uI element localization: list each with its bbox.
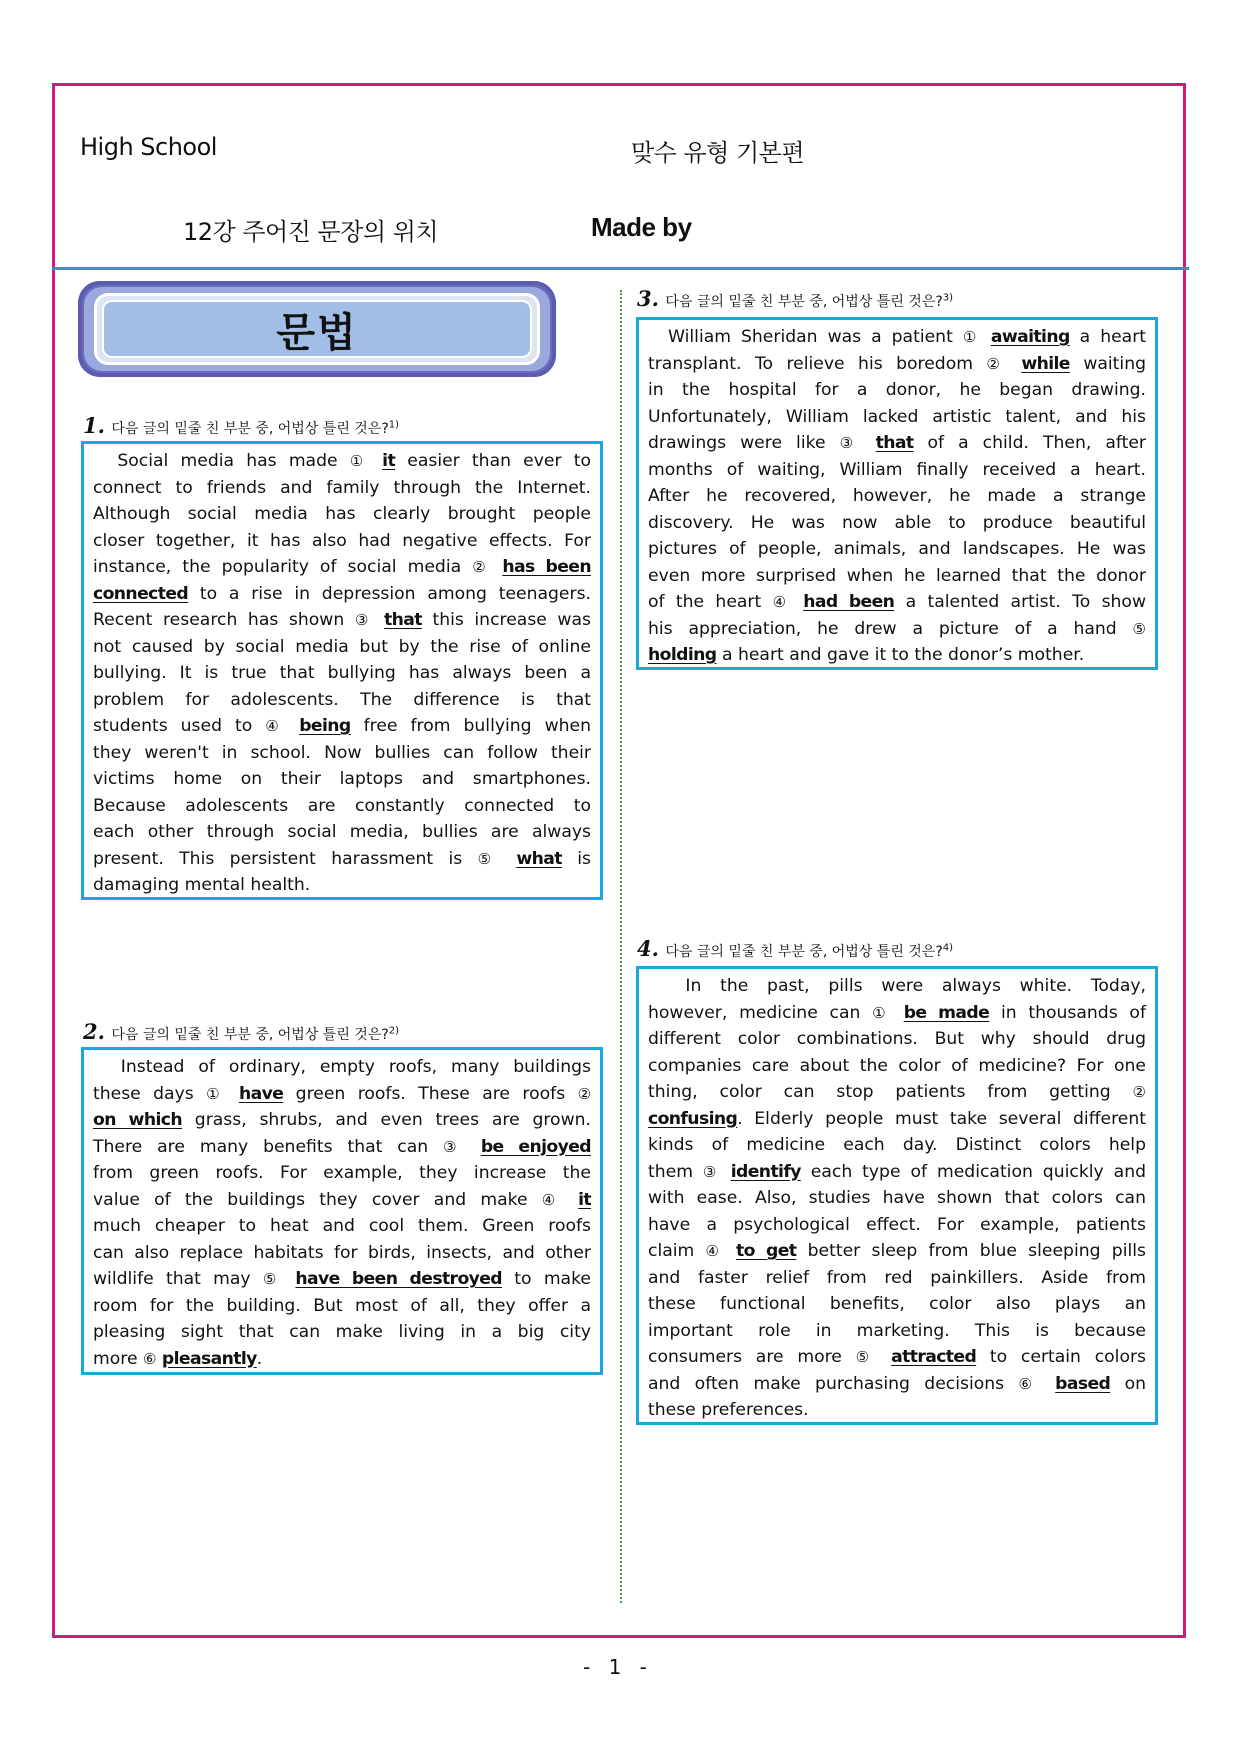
underlined-choice: being <box>299 716 351 736</box>
passage-text: important role in marketing. This is because <box>648 1320 1146 1341</box>
passage-text <box>466 1137 481 1157</box>
underlined-choice: on which <box>93 1110 182 1130</box>
passage-text: value of the buildings they cover and make <box>93 1189 542 1210</box>
underlined-choice: holding <box>648 645 717 665</box>
passage-text <box>721 1162 731 1182</box>
passage-text: Although social media has clearly brought people <box>93 504 591 524</box>
passage-text <box>792 592 803 612</box>
passage-text: companies care about the color of medicine? For one <box>648 1055 1146 1076</box>
choice-marker: ⑤ <box>477 849 501 868</box>
passage-text <box>501 849 516 869</box>
passage-line <box>93 687 591 714</box>
passage-text: with ease. Also, studies have shown that colors can <box>648 1188 1146 1208</box>
passage-text: his appreciation, he drew a picture of a hand <box>648 618 1133 639</box>
column-divider <box>620 290 622 1603</box>
passage-text: is <box>561 848 592 869</box>
passage-text <box>877 1347 891 1367</box>
underlined-choice: that <box>875 433 914 453</box>
passage-text: transplant. To relieve his boredom <box>648 353 987 374</box>
choice-marker: ④ <box>541 1190 564 1209</box>
passage-text: kinds of medicine each day. Distinct colors help <box>648 1135 1146 1155</box>
passage-line <box>93 1319 591 1346</box>
choice-marker: ⑥ <box>1018 1374 1041 1393</box>
underlined-choice: it <box>578 1189 592 1210</box>
passage-text <box>892 1003 904 1023</box>
passage-text <box>1008 354 1021 374</box>
underlined-choice: attracted <box>891 1347 977 1367</box>
passage-line <box>648 1106 1146 1133</box>
passage-line <box>93 581 591 608</box>
choice-marker: ④ <box>265 717 287 735</box>
passage-text: easier than ever to <box>395 451 592 471</box>
passage-text: room for the building. But most of all, they offer a <box>93 1295 591 1316</box>
passage-text: different color combinations. But why should drug <box>648 1029 1146 1049</box>
passage-text: waiting <box>1069 353 1146 374</box>
passage-line <box>648 1053 1146 1080</box>
passage-text: grass, shrubs, and even trees are grown. <box>182 1110 591 1130</box>
passage-line <box>648 642 1146 669</box>
passage-text <box>491 557 502 577</box>
passage-text: these functional benefits, color also plays an <box>648 1294 1146 1314</box>
passage-text: have a psychological effect. For example, patients <box>648 1214 1146 1235</box>
header-lesson-title: 12강 주어진 문장의 위치 <box>183 218 439 246</box>
passage-line <box>93 1081 591 1108</box>
passage-text: Instead of ordinary, empty roofs, many buildings <box>93 1057 591 1077</box>
passage-text: on <box>1110 1373 1147 1394</box>
question-3-prompt <box>637 286 953 311</box>
underlined-choice: to get <box>736 1241 797 1261</box>
header-divider <box>52 267 1189 270</box>
choice-marker: ⑥ <box>143 1349 157 1368</box>
passage-text: drawings were like <box>648 433 840 453</box>
passage-line <box>93 1160 591 1187</box>
choice-marker: ① <box>962 328 981 346</box>
choice-marker: ③ <box>354 611 374 629</box>
passage-line <box>648 1132 1146 1159</box>
passage-line <box>648 324 1146 351</box>
passage-line <box>93 713 591 740</box>
question-1-prompt <box>83 413 399 438</box>
passage-line <box>648 1344 1146 1371</box>
underlined-choice: has been <box>502 557 592 577</box>
passage-text: victims home on their laptops and smartphones. <box>93 769 591 789</box>
passage-line <box>648 1212 1146 1239</box>
passage-text: claim <box>648 1241 706 1261</box>
underlined-choice: that <box>383 610 422 630</box>
passage-text: more <box>93 1348 143 1369</box>
footnote-ref: 4) <box>942 942 954 954</box>
passage-line <box>648 563 1146 590</box>
passage-line <box>93 1107 591 1134</box>
passage-line <box>648 536 1146 563</box>
underlined-choice: be made <box>903 1002 990 1023</box>
passage-line <box>93 819 591 846</box>
underlined-choice: while <box>1021 353 1070 374</box>
header-made-by: Made by <box>591 212 692 242</box>
passage-text: and faster relief from red painkillers. Aside from <box>648 1267 1146 1288</box>
question-number: 4. <box>637 936 659 961</box>
passage-text: to certain colors <box>976 1347 1146 1367</box>
choice-marker: ④ <box>705 1242 725 1260</box>
passage-line <box>648 510 1146 537</box>
footnote-ref: 1) <box>388 419 400 431</box>
passage-text: damaging mental health. <box>93 875 311 895</box>
passage-line <box>93 872 591 899</box>
passage-line <box>648 1079 1146 1106</box>
passage-text: Unfortunately, William lacked artistic talent, and his <box>648 406 1146 427</box>
passage-line <box>93 1293 591 1320</box>
underlined-choice: awaiting <box>990 327 1070 347</box>
question-3-passage <box>636 317 1158 670</box>
passage-line <box>648 377 1146 404</box>
passage-text: Recent research has shown <box>93 610 355 630</box>
passage-line <box>648 1185 1146 1212</box>
passage-line <box>648 973 1146 1000</box>
question-1-passage <box>81 441 603 900</box>
passage-text: this increase was <box>421 610 591 630</box>
passage-text: much cheaper to heat and cool them. Green roofs <box>93 1216 591 1236</box>
choice-marker: ⑤ <box>262 1270 284 1288</box>
underlined-choice: based <box>1055 1373 1111 1394</box>
passage-text: of the heart <box>648 592 773 612</box>
passage-text: them <box>648 1161 703 1182</box>
choice-marker: ③ <box>839 434 862 452</box>
passage-text <box>370 451 382 471</box>
choice-marker: ⑤ <box>855 1348 878 1366</box>
choice-marker: ③ <box>443 1137 466 1156</box>
passage-text: Social media has made <box>93 451 350 471</box>
passage-text: thing, color can stop patients from getting <box>648 1082 1133 1102</box>
passage-text: of a child. Then, after <box>913 433 1146 453</box>
passage-text: free from bullying when <box>350 716 592 736</box>
passage-line <box>93 554 591 581</box>
choice-marker: ② <box>986 354 1008 373</box>
passage-text <box>725 1241 736 1261</box>
header-school: High School <box>80 133 217 161</box>
underlined-choice: what <box>516 848 562 869</box>
question-text: 다음 글의 밑줄 친 부분 중, 어법상 틀린 것은? <box>665 294 943 310</box>
passage-text: each type of medication quickly and <box>800 1161 1146 1182</box>
underlined-choice: connected <box>93 583 189 604</box>
passage-text: each other through social media, bullies are always <box>93 822 591 842</box>
passage-line <box>648 457 1146 484</box>
passage-line <box>93 793 591 820</box>
passage-text: connect to friends and family through the Internet. <box>93 477 591 498</box>
section-title-box <box>78 281 556 377</box>
passage-text <box>286 716 299 736</box>
question-text: 다음 글의 밑줄 친 부분 중, 어법상 틀린 것은? <box>111 421 389 437</box>
passage-text: problem for adolescents. The difference is that <box>93 689 591 710</box>
passage-text: to make <box>502 1269 592 1289</box>
passage-text: months of waiting, William finally received a heart. <box>648 459 1146 480</box>
passage-line <box>648 351 1146 378</box>
underlined-choice: identify <box>730 1161 801 1182</box>
passage-text: pictures of people, animals, and landscapes. He was <box>648 539 1146 559</box>
choice-marker: ① <box>872 1003 892 1022</box>
passage-text <box>227 1084 239 1104</box>
passage-line <box>93 634 591 661</box>
question-number: 1. <box>83 413 105 438</box>
passage-text: pleasing sight that can make living in a big city <box>93 1322 591 1342</box>
choice-marker: ① <box>206 1084 227 1103</box>
passage-text: . Elderly people must take several different <box>737 1108 1146 1129</box>
passage-text: students used to <box>93 716 266 736</box>
underlined-choice: have <box>238 1083 284 1104</box>
passage-text: in thousands of <box>989 1002 1146 1023</box>
question-4-prompt <box>637 936 953 961</box>
passage-line <box>648 1026 1146 1053</box>
question-2-prompt <box>83 1019 399 1044</box>
passage-line <box>93 528 591 555</box>
passage-text: closer together, it has also had negative effects. For <box>93 530 591 551</box>
passage-line <box>648 589 1146 616</box>
passage-line <box>648 616 1146 643</box>
passage-text: not caused by social media but by the rise of online <box>93 636 591 657</box>
passage-line <box>93 1240 591 1267</box>
passage-text: a talented artist. To show <box>894 592 1147 612</box>
passage-line <box>648 1371 1146 1398</box>
passage-line <box>93 475 591 502</box>
passage-text: present. This persistent harassment is <box>93 848 478 869</box>
passage-line <box>93 501 591 528</box>
passage-text: a heart <box>1069 327 1147 347</box>
passage-line <box>648 1291 1146 1318</box>
underlined-choice: it <box>382 451 396 471</box>
passage-text: in the hospital for a donor, he began drawing. <box>648 380 1146 400</box>
passage-line <box>93 607 591 634</box>
passage-text: Because adolescents are constantly connected to <box>93 795 591 816</box>
underlined-choice: pleasantly <box>161 1348 257 1369</box>
passage-text: bullying. It is true that bullying has always been a <box>93 663 591 683</box>
passage-text: There are many benefits that can <box>93 1136 444 1157</box>
page-number: - 1 - <box>583 1655 653 1679</box>
passage-line <box>648 1397 1146 1424</box>
passage-text: wildlife that may <box>93 1269 263 1289</box>
underlined-choice: have been destroyed <box>295 1269 503 1289</box>
passage-line <box>648 404 1146 431</box>
passage-text: better sleep from blue sleeping pills <box>796 1241 1146 1261</box>
passage-text: a heart and gave it to the donor’s mother. <box>716 645 1085 665</box>
choice-marker: ⑤ <box>1132 619 1146 638</box>
passage-line <box>648 1159 1146 1186</box>
passage-line <box>648 1238 1146 1265</box>
passage-text: these days <box>93 1083 207 1104</box>
footnote-ref: 3) <box>942 292 954 304</box>
passage-text <box>1041 1374 1055 1394</box>
passage-line <box>648 483 1146 510</box>
passage-text: instance, the popularity of social media <box>93 557 473 577</box>
passage-text: however, medicine can <box>648 1002 873 1023</box>
passage-line <box>648 430 1146 457</box>
underlined-choice: had been <box>803 592 895 612</box>
passage-line <box>648 1318 1146 1345</box>
passage-text: discovery. He was now able to produce beautiful <box>648 512 1146 533</box>
section-title: 문법 <box>276 309 358 356</box>
passage-text: In the past, pills were always white. Today, <box>648 976 1146 996</box>
passage-line <box>93 1213 591 1240</box>
passage-line <box>93 1187 591 1214</box>
passage-text: and often make purchasing decisions <box>648 1373 1019 1394</box>
passage-line <box>93 660 591 687</box>
passage-text: William Sheridan was a patient <box>648 327 963 347</box>
header-series: 맞수 유형 기본편 <box>631 139 805 167</box>
passage-line <box>648 1000 1146 1027</box>
passage-text: can also replace habitats for birds, insects, and other <box>93 1242 591 1263</box>
choice-marker: ① <box>349 452 370 470</box>
passage-text: they weren't in school. Now bullies can follow their <box>93 742 591 763</box>
passage-line <box>93 1346 591 1373</box>
passage-text: from green roofs. For example, they increase the <box>93 1163 591 1183</box>
passage-line <box>648 1265 1146 1292</box>
passage-text: . <box>256 1348 263 1369</box>
passage-line <box>93 766 591 793</box>
question-2-passage <box>81 1047 603 1375</box>
passage-text <box>862 433 876 453</box>
choice-marker: ② <box>472 558 492 576</box>
question-number: 3. <box>637 286 659 311</box>
passage-text <box>981 327 991 347</box>
passage-line <box>93 1266 591 1293</box>
passage-line <box>93 846 591 873</box>
question-number: 2. <box>83 1019 105 1044</box>
choice-marker: ④ <box>772 593 792 611</box>
passage-text: consumers are more <box>648 1347 856 1367</box>
passage-line <box>93 740 591 767</box>
passage-text: even more surprised when he learned that the donor <box>648 565 1146 586</box>
passage-text: green roofs. These are roofs <box>283 1083 578 1104</box>
question-text: 다음 글의 밑줄 친 부분 중, 어법상 틀린 것은? <box>665 944 943 960</box>
passage-text <box>564 1190 578 1210</box>
question-text: 다음 글의 밑줄 친 부분 중, 어법상 틀린 것은? <box>111 1027 389 1043</box>
question-4-passage <box>636 966 1158 1425</box>
passage-text: After he recovered, however, he made a strange <box>648 486 1146 506</box>
choice-marker: ② <box>577 1084 592 1103</box>
passage-text: these preferences. <box>648 1400 809 1420</box>
passage-line <box>93 1054 591 1081</box>
choice-marker: ② <box>1132 1083 1146 1101</box>
passage-text <box>283 1269 295 1289</box>
underlined-choice: confusing <box>648 1108 738 1129</box>
title-box-inner <box>102 300 532 358</box>
footnote-ref: 2) <box>388 1025 400 1037</box>
choice-marker: ③ <box>702 1162 721 1181</box>
passage-text: to a rise in depression among teenagers. <box>188 583 591 604</box>
passage-line <box>93 1134 591 1161</box>
underlined-choice: be enjoyed <box>480 1136 591 1157</box>
passage-line <box>93 448 591 475</box>
passage-text <box>373 610 384 630</box>
